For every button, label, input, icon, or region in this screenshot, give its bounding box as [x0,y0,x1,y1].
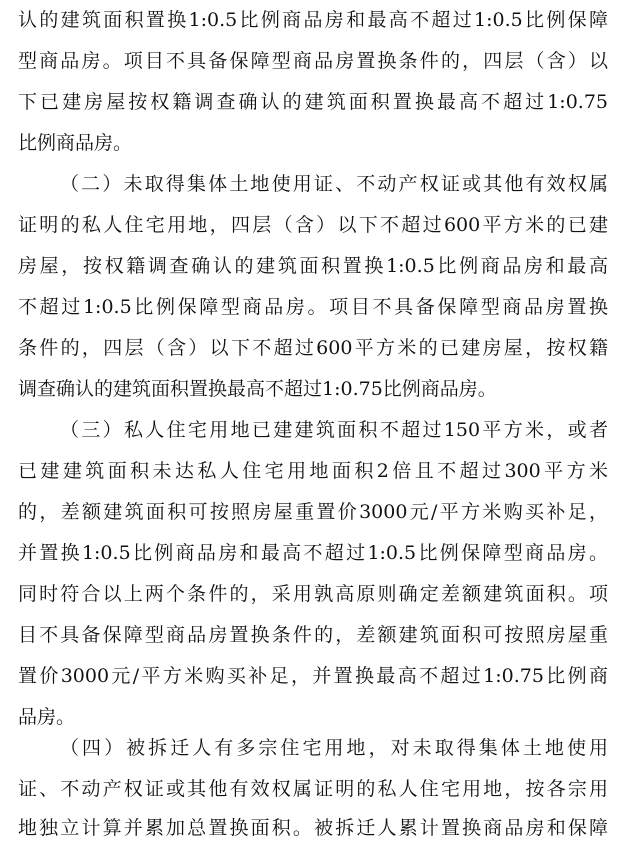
text-line: 认的建筑面积置换1:0.5比例商品房和最高不超过1:0.5比例保障 [18,9,608,31]
paragraph-4-heading-line: （四）被拆迁人有多宗住宅用地，对未取得集体土地使用 [60,737,608,759]
text-line: 已建建筑面积未达私人住宅用地面积2倍且不超过300平方米 [18,460,608,482]
text-line: 的，差额建筑面积可按照房屋重置价3000元/平方米购买补足， [18,501,608,523]
text-line: 型商品房。项目不具备保障型商品房置换条件的，四层（含）以 [18,50,608,72]
paragraph-2-heading-line: （二）未取得集体土地使用证、不动产权证或其他有效权属 [60,173,608,195]
text-line: 不超过1:0.5比例保障型商品房。项目不具备保障型商品房置换 [18,296,608,318]
text-line: 品房。 [18,706,76,728]
text-line: 条件的，四层（含）以下不超过600平方米的已建房屋，按权籍 [18,337,608,359]
text-line: 并置换1:0.5比例商品房和最高不超过1:0.5比例保障型商品房。 [18,542,608,564]
paragraph-3-heading-line: （三）私人住宅用地已建建筑面积不超过150平方米，或者 [60,419,608,441]
text-line: 地独立计算并累加总置换面积。被拆迁人累计置换商品房和保障 [18,817,608,839]
text-line: 调查确认的建筑面积置换最高不超过1:0.75比例商品房。 [18,378,497,400]
text-line: 下已建房屋按权籍调查确认的建筑面积置换最高不超过1:0.75 [18,91,608,113]
text-line: 比例商品房。 [18,132,133,154]
text-line: 置价3000元/平方米购买补足，并置换最高不超过1:0.75比例商 [18,665,608,687]
text-line: 证明的私人住宅用地，四层（含）以下不超过600平方米的已建 [18,214,608,236]
text-line: 同时符合以上两个条件的，采用孰高原则确定差额建筑面积。项 [18,583,608,605]
text-line: 目不具备保障型商品房置换条件的，差额建筑面积可按照房屋重 [18,624,608,646]
text-line: 证、不动产权证或其他有效权属证明的私人住宅用地，按各宗用 [18,778,608,800]
text-line: 房屋，按权籍调查确认的建筑面积置换1:0.5比例商品房和最高 [18,255,608,277]
